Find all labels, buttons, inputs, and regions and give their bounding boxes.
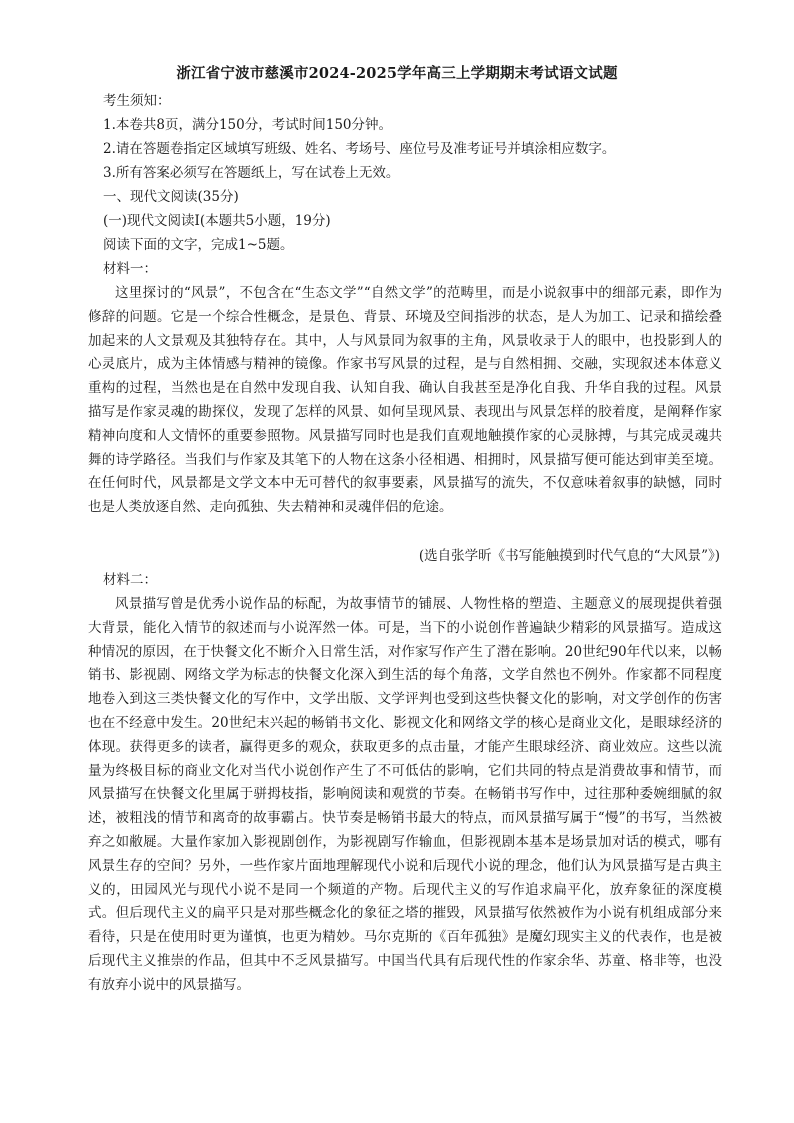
exam-title: 浙江省宁波市慈溪市2024-2025学年高三上学期期末考试语文试题 [176, 65, 618, 82]
material2-text: 风景描写曾是优秀小说作品的标配，为故事情节的铺展、人物性格的塑造、主题意义的展现提供着强大背景，能化入情节的叙述而与小说浑然一体。可是，当下的小说创作普遍缺少精彩的风景描写。造成这种情况的原因，在于快餐文化不断介入日常生活，对作家写作产生了潜在影响。20世纪90年代以来，以畅销书、影视剧、网络文学为标志的快餐文化深入到生活的每个角落，文学自然也不例外。作家都不同程度地卷入到这三类快餐文化的写作中，文学出版、文学评判也受到这些快餐文化的影响，对文学创作的伤害也在不经意中发生。20世纪末兴起的畅销书文化、影视文化和网络文学的核心是商业文化，是眼球经济的体现。获得更多的读者，赢得更多的观众，获取更多的点击量，才能产生眼球经济、商业效应。这些以流量为终极目标的商业文化对当代小说创作产生了不可低估的影响，它们共同的特点是消费故事和情节，而风景描写在快餐文化里属于骈拇枝指，影响阅读和观赏的节奏。在畅销书写作中，过往那种委婉细腻的叙述，被粗浅的情节和离奇的故事霸占。快节奏是畅销书最大的特点，而风景描写属于“慢”的书写，当然被弃之如敝屣。大量作家加入影视剧创作，为影视剧写作输血，但影视剧本基本是场景加对话的模式，哪有风景生存的空间？另外，一些作家片面地理解现代小说和后现代小说的理念，他们认为风景描写是古典主义的，田园风光与现代小说不是同一个频道的产物。后现代主义的写作追求扁平化，放弃象征的深度模式。但后现代主义的扁平只是对那些概念化的象征之塔的摧毁，风景描写依然被作为小说有机组成部分来看待，只是在使用时更为谨慎，也更为精妙。马尔克斯的《百年孤独》是魔幻现实主义的代表作，也是被后现代主义推崇的作品，但其中不乏风景描写。中国当代具有后现代性的作家余华、苏童、格非等，也没有放弃小说中的风景描写。 [88, 596, 722, 993]
notice-item-3: 3.所有答案必须写在答题纸上，写在试卷上无效。 [103, 165, 400, 181]
reading-instruction: 阅读下面的文字，完成1~5题。 [103, 237, 294, 253]
notice-item-1: 1.本卷共8页，满分150分，考试时间150分钟。 [103, 117, 393, 133]
notice-heading: 考生须知： [103, 93, 171, 109]
notice-item-2: 2.请在答题卷指定区域填写班级、姓名、考场号、座位号及准考证号并填涂相应数字。 [103, 141, 616, 157]
material1-text: 这里探讨的“风景”，不包含在“生态文学”“自然文学”的范畴里，而是小说叙事中的细部元素，即作为修辞的问题。它是一个综合性概念，是景色、背景、环境及空间指涉的状态，是人为加工、记录和描绘叠加起来的人文景观及其独特存在。其中，人与风景同为叙事的主角，风景收录于人的眼中，也投影到人的心灵底片，成为主体情感与精神的镜像。作家书写风景的过程，是与自然相拥、交融，实现叙述本体意义重构的过程，当然也是在自然中发现自我、认知自我、确认自我甚至是净化自我、升华自我的过程。风景描写是作家灵魂的勘探仪，发现了怎样的风景、如何呈现风景、表现出与风景怎样的胶着度，是阐释作家精神向度和人文情怀的重要参照物。风景描写同时也是我们直观地触摸作家的心灵脉搏，与其完成灵魂共舞的诗学路径。当我们与作家及其笔下的人物在这条小径相遇、相拥时，风景描写便可能达到审美至境。在任何时代，风景都是文学文本中无可替代的叙事要素，风景描写的流失，不仅意味着叙事的缺憾，同时也是人类放逐自然、走向孤独、失去精神和灵魂伴侣的危途。 [88, 285, 722, 516]
material1-label: 材料一： [103, 261, 157, 277]
section-heading: 一、现代文阅读(35分) [103, 189, 239, 205]
section-subheading: (一)现代文阅读Ⅰ(本题共5小题，19分) [103, 213, 331, 229]
material1-source: (选自张学昕《书写能触摸到时代气息的“大风景”》) [418, 548, 720, 564]
material2-label: 材料二： [103, 572, 157, 588]
